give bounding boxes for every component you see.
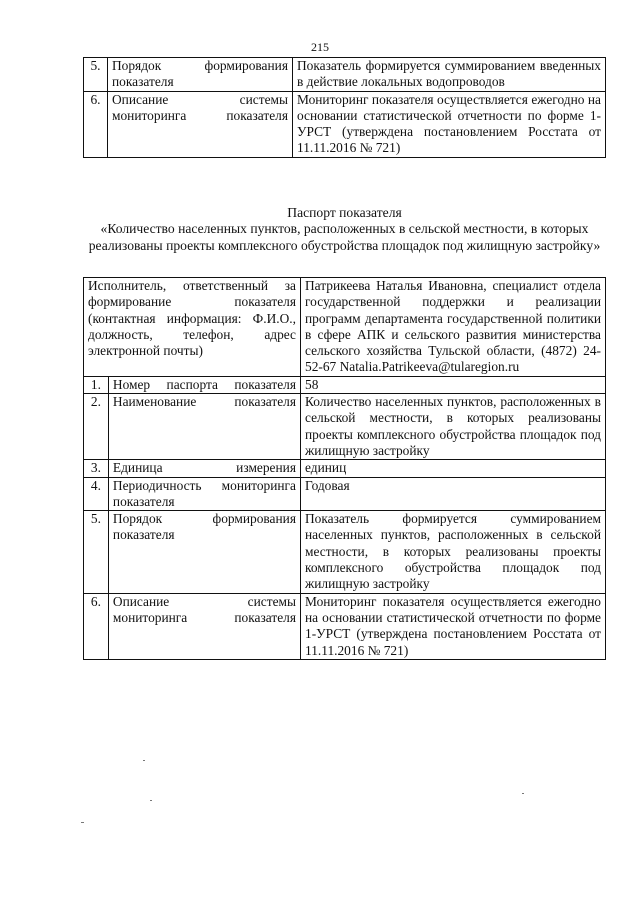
executor-value: Патрикеева Наталья Ивановна, специалист отдела государственной поддержки и реализации программ департамента государственной политики в сфере АПК и сельского развития министерства сельского хозяйства Тульской области, (4872) 24-52-67 Natalia.Patrikeeva@tularegion.ru [301, 278, 606, 377]
passport-subtitle: «Количество населенных пунктов, расположенных в сельской местности, в которых реализованы проекты комплексного обустройства площадок под жилищную застройку» [88, 221, 601, 253]
executor-row [84, 278, 606, 377]
passport-heading: Паспорт показателя [287, 205, 402, 220]
row-number: 2. [84, 394, 109, 460]
table-row [84, 91, 606, 157]
row-name: Порядок формирования показателя [108, 58, 293, 92]
continuation-table [83, 57, 606, 158]
table-row [84, 460, 606, 477]
row-name: Единица измерения [108, 460, 300, 477]
row-value: единиц [301, 460, 606, 477]
row-value: Мониторинг показателя осуществляется ежегодно на основании статистической отчетности по форме 1-УРСТ (утверждена постановлением Росстата от 11.11.2016 № 721) [293, 91, 606, 157]
table-row [84, 394, 606, 460]
row-value: Годовая [301, 477, 606, 511]
row-value: Мониторинг показателя осуществляется ежегодно на основании статистической отчетности по форме 1-УРСТ (утверждена постановлением Росстата от 11.11.2016 № 721) [301, 593, 606, 659]
row-value: Показатель формируется суммированием введенных в действие локальных водопроводов [293, 58, 606, 92]
executor-label: Исполнитель, ответственный за формирование показателя (контактная информация: Ф.И.О., должность, телефон, адрес электронной почты) [84, 278, 301, 377]
row-number: 6. [84, 91, 108, 157]
row-name: Номер паспорта показателя [108, 376, 300, 393]
row-name: Порядок формирования показателя [108, 511, 300, 593]
table-row [84, 376, 606, 393]
scan-speck [143, 760, 145, 761]
scan-speck [81, 822, 84, 823]
row-name: Периодичность мониторинга показателя [108, 477, 300, 511]
row-number: 4. [84, 477, 109, 511]
row-name: Описание системы мониторинга показателя [108, 91, 293, 157]
page-number: 215 [311, 40, 329, 54]
passport-table [83, 277, 606, 660]
row-value: Количество населенных пунктов, расположенных в сельской местности, в которых реализованы проекты комплексного обустройства площадок под жилищную застройку [301, 394, 606, 460]
row-number: 6. [84, 593, 109, 659]
scan-speck [522, 793, 524, 794]
row-number: 3. [84, 460, 109, 477]
table-row [84, 511, 606, 593]
row-number: 5. [84, 58, 108, 92]
passport-title-block [83, 205, 606, 254]
row-value: Показатель формируется суммированием населенных пунктов, расположенных в сельской местности, в которых реализованы проекты комплексного обустройства площадок под жилищную застройку [301, 511, 606, 593]
row-name: Наименование показателя [108, 394, 300, 460]
table-row [84, 593, 606, 659]
row-value: 58 [301, 376, 606, 393]
scan-speck [150, 800, 152, 801]
table-row [84, 477, 606, 511]
row-name: Описание системы мониторинга показателя [108, 593, 300, 659]
row-number: 5. [84, 511, 109, 593]
table-row [84, 58, 606, 92]
row-number: 1. [84, 376, 109, 393]
